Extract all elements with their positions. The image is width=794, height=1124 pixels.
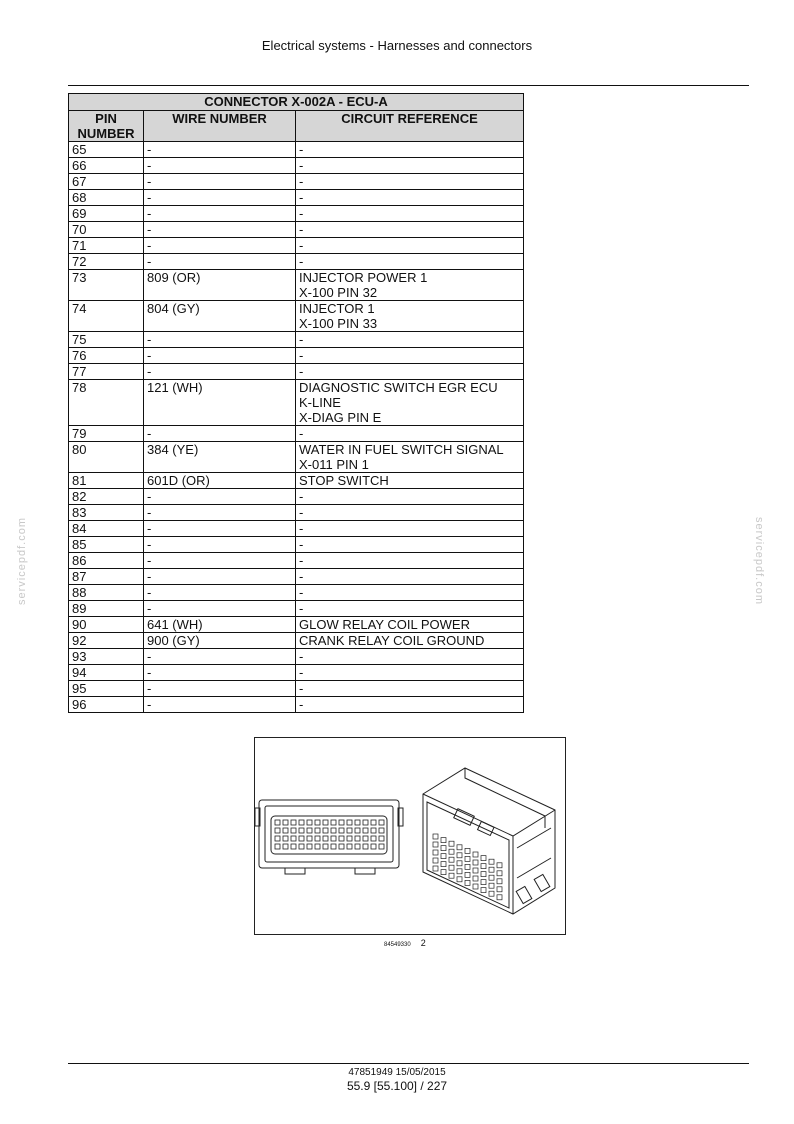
pin-socket — [307, 836, 312, 841]
pin-socket — [481, 872, 486, 877]
pin-socket — [441, 862, 446, 867]
pin-cell: 87 — [69, 569, 144, 585]
pin-socket — [497, 863, 502, 868]
pin-socket — [299, 820, 304, 825]
pin-socket — [489, 859, 494, 864]
pin-cell: 92 — [69, 633, 144, 649]
pin-cell: 76 — [69, 348, 144, 364]
pin-socket — [371, 844, 376, 849]
wire-cell: - — [144, 537, 296, 553]
watermark-right: servicepdf.com — [752, 517, 765, 605]
pin-cell: 86 — [69, 553, 144, 569]
wire-cell: 121 (WH) — [144, 380, 296, 426]
pin-socket — [473, 868, 478, 873]
wire-cell: - — [144, 222, 296, 238]
table-row — [69, 505, 524, 521]
wire-cell: - — [144, 553, 296, 569]
page-header: Electrical systems - Harnesses and connectors — [261, 38, 533, 53]
pin-socket — [489, 867, 494, 872]
pin-socket — [497, 895, 502, 900]
pin-socket — [433, 834, 438, 839]
pin-socket — [379, 844, 384, 849]
pin-socket — [449, 857, 454, 862]
pin-socket — [339, 836, 344, 841]
wire-cell: - — [144, 569, 296, 585]
pin-socket — [473, 852, 478, 857]
circuit-cell: - — [296, 649, 524, 665]
pin-socket — [363, 820, 368, 825]
pin-socket — [449, 865, 454, 870]
wire-cell: 900 (GY) — [144, 633, 296, 649]
pin-socket — [283, 820, 288, 825]
pin-socket — [441, 870, 446, 875]
pin-socket — [379, 836, 384, 841]
pin-cell: 89 — [69, 601, 144, 617]
pin-socket — [283, 836, 288, 841]
column-header-pin-number: PIN NUMBER — [69, 111, 144, 142]
table-row — [69, 238, 524, 254]
circuit-cell: - — [296, 426, 524, 442]
pin-socket — [489, 883, 494, 888]
circuit-cell: - — [296, 489, 524, 505]
circuit-cell: GLOW RELAY COIL POWER — [296, 617, 524, 633]
pin-socket — [489, 891, 494, 896]
table-row — [69, 158, 524, 174]
pin-socket — [339, 828, 344, 833]
table-row — [69, 426, 524, 442]
connector-illustration — [255, 738, 565, 934]
pin-cell: 65 — [69, 142, 144, 158]
table-row — [69, 665, 524, 681]
wire-cell: - — [144, 521, 296, 537]
circuit-cell: - — [296, 569, 524, 585]
pin-socket — [291, 828, 296, 833]
pin-cell: 77 — [69, 364, 144, 380]
pin-socket — [465, 864, 470, 869]
wire-cell: - — [144, 665, 296, 681]
circuit-cell: - — [296, 174, 524, 190]
footer-page-reference: 55.9 [55.100] / 227 — [346, 1079, 448, 1093]
column-header-circuit-reference: CIRCUIT REFERENCE — [296, 111, 524, 142]
pin-cell: 68 — [69, 190, 144, 206]
pin-cell: 67 — [69, 174, 144, 190]
circuit-cell: - — [296, 158, 524, 174]
pin-socket — [497, 879, 502, 884]
pin-socket — [339, 820, 344, 825]
pin-socket — [307, 820, 312, 825]
pin-socket — [457, 861, 462, 866]
table-row — [69, 489, 524, 505]
wire-cell: - — [144, 489, 296, 505]
table-row — [69, 569, 524, 585]
pin-cell: 75 — [69, 332, 144, 348]
pin-socket — [489, 875, 494, 880]
table-row — [69, 521, 524, 537]
pin-socket — [473, 876, 478, 881]
pin-socket — [449, 849, 454, 854]
table-row — [69, 301, 524, 332]
circuit-cell: - — [296, 364, 524, 380]
table-row — [69, 332, 524, 348]
pin-socket — [481, 864, 486, 869]
pin-socket — [315, 836, 320, 841]
pin-socket — [457, 853, 462, 858]
pin-cell: 94 — [69, 665, 144, 681]
circuit-cell: - — [296, 537, 524, 553]
figure-caption — [384, 938, 426, 948]
pin-socket — [347, 844, 352, 849]
pin-cell: 79 — [69, 426, 144, 442]
pin-socket — [355, 836, 360, 841]
pin-socket — [497, 887, 502, 892]
wire-cell: - — [144, 697, 296, 713]
circuit-cell: - — [296, 665, 524, 681]
pin-socket — [355, 844, 360, 849]
wire-cell: - — [144, 190, 296, 206]
wire-cell: - — [144, 364, 296, 380]
pin-socket — [497, 871, 502, 876]
wire-cell: - — [144, 426, 296, 442]
table-row — [69, 174, 524, 190]
circuit-cell: - — [296, 601, 524, 617]
wire-cell: 641 (WH) — [144, 617, 296, 633]
pin-socket — [307, 828, 312, 833]
pin-socket — [449, 873, 454, 878]
pin-cell: 80 — [69, 442, 144, 473]
pin-socket — [473, 884, 478, 889]
pin-socket — [275, 828, 280, 833]
pin-socket — [433, 858, 438, 863]
table-row — [69, 681, 524, 697]
pin-socket — [323, 844, 328, 849]
pin-socket — [481, 888, 486, 893]
pin-socket — [323, 820, 328, 825]
pin-socket — [275, 820, 280, 825]
pin-socket — [441, 854, 446, 859]
wire-cell: - — [144, 254, 296, 270]
circuit-cell: - — [296, 332, 524, 348]
wire-cell: 809 (OR) — [144, 270, 296, 301]
pin-socket — [363, 844, 368, 849]
table-row — [69, 142, 524, 158]
pin-socket — [465, 872, 470, 877]
watermark-left: servicepdf.com — [15, 517, 28, 605]
pin-cell: 66 — [69, 158, 144, 174]
pin-socket — [315, 820, 320, 825]
pin-socket — [433, 850, 438, 855]
column-header-wire-number: WIRE NUMBER — [144, 111, 296, 142]
circuit-cell: - — [296, 553, 524, 569]
table-row — [69, 553, 524, 569]
circuit-cell: - — [296, 190, 524, 206]
pin-socket — [283, 844, 288, 849]
wire-cell: - — [144, 585, 296, 601]
pin-socket — [283, 828, 288, 833]
pin-cell: 85 — [69, 537, 144, 553]
connector-figure — [254, 737, 566, 935]
pin-socket — [457, 869, 462, 874]
pin-socket — [323, 836, 328, 841]
pin-socket — [363, 828, 368, 833]
pin-socket — [481, 880, 486, 885]
pin-cell: 74 — [69, 301, 144, 332]
pin-socket — [275, 836, 280, 841]
table-row — [69, 190, 524, 206]
table-row — [69, 697, 524, 713]
pin-cell: 71 — [69, 238, 144, 254]
table-title: CONNECTOR X-002A - ECU-A — [69, 94, 524, 111]
circuit-cell: WATER IN FUEL SWITCH SIGNAL X-011 PIN 1 — [296, 442, 524, 473]
pin-socket — [441, 838, 446, 843]
pin-cell: 90 — [69, 617, 144, 633]
wire-cell: 384 (YE) — [144, 442, 296, 473]
circuit-cell: - — [296, 681, 524, 697]
pin-socket — [433, 842, 438, 847]
pin-socket — [371, 820, 376, 825]
circuit-cell: - — [296, 222, 524, 238]
pin-socket — [379, 820, 384, 825]
pin-socket — [291, 820, 296, 825]
wire-cell: - — [144, 601, 296, 617]
pin-socket — [355, 820, 360, 825]
pin-socket — [465, 856, 470, 861]
pin-cell: 73 — [69, 270, 144, 301]
footer-doc-code: 47851949 15/05/2015 — [348, 1067, 446, 1078]
pin-cell: 95 — [69, 681, 144, 697]
wire-cell: - — [144, 332, 296, 348]
wire-cell: - — [144, 505, 296, 521]
wire-cell: - — [144, 681, 296, 697]
pin-socket — [339, 844, 344, 849]
pin-socket — [371, 836, 376, 841]
wire-cell: - — [144, 158, 296, 174]
circuit-cell: - — [296, 521, 524, 537]
circuit-cell: INJECTOR 1 X-100 PIN 33 — [296, 301, 524, 332]
wire-cell: - — [144, 142, 296, 158]
table-row — [69, 222, 524, 238]
header-divider — [68, 85, 749, 86]
table-row — [69, 585, 524, 601]
pin-cell: 78 — [69, 380, 144, 426]
pin-cell: 88 — [69, 585, 144, 601]
wire-cell: - — [144, 174, 296, 190]
pin-socket — [275, 844, 280, 849]
pin-cell: 72 — [69, 254, 144, 270]
pin-socket — [457, 845, 462, 850]
table-row — [69, 617, 524, 633]
pin-cell: 69 — [69, 206, 144, 222]
pin-socket — [331, 844, 336, 849]
pin-cell: 83 — [69, 505, 144, 521]
circuit-cell: INJECTOR POWER 1 X-100 PIN 32 — [296, 270, 524, 301]
pin-socket — [379, 828, 384, 833]
pin-cell: 84 — [69, 521, 144, 537]
pin-socket — [291, 836, 296, 841]
pin-socket — [449, 841, 454, 846]
pin-socket — [299, 844, 304, 849]
table-row — [69, 364, 524, 380]
table-row — [69, 442, 524, 473]
circuit-cell: - — [296, 254, 524, 270]
pin-socket — [331, 828, 336, 833]
pin-socket — [465, 880, 470, 885]
circuit-cell: - — [296, 206, 524, 222]
table-row — [69, 633, 524, 649]
footer-divider — [68, 1063, 749, 1064]
pin-socket — [291, 844, 296, 849]
pin-socket — [315, 828, 320, 833]
wire-cell: - — [144, 649, 296, 665]
circuit-cell: - — [296, 585, 524, 601]
table-row — [69, 254, 524, 270]
connector-pin-table — [68, 93, 524, 713]
pin-socket — [315, 844, 320, 849]
pin-socket — [481, 856, 486, 861]
wire-cell: - — [144, 238, 296, 254]
wire-cell: 804 (GY) — [144, 301, 296, 332]
table-row — [69, 473, 524, 489]
circuit-cell: - — [296, 348, 524, 364]
circuit-cell: - — [296, 697, 524, 713]
pin-socket — [371, 828, 376, 833]
table-row — [69, 649, 524, 665]
pin-socket — [331, 836, 336, 841]
pin-socket — [441, 846, 446, 851]
table-row — [69, 601, 524, 617]
pin-socket — [355, 828, 360, 833]
pin-socket — [363, 836, 368, 841]
circuit-cell: - — [296, 142, 524, 158]
circuit-cell: - — [296, 238, 524, 254]
pin-cell: 82 — [69, 489, 144, 505]
pin-socket — [347, 820, 352, 825]
pin-socket — [433, 866, 438, 871]
wire-cell: - — [144, 206, 296, 222]
pin-cell: 81 — [69, 473, 144, 489]
circuit-cell: DIAGNOSTIC SWITCH EGR ECU K-LINE X-DIAG PIN E — [296, 380, 524, 426]
pin-cell: 70 — [69, 222, 144, 238]
table-row — [69, 348, 524, 364]
pin-socket — [307, 844, 312, 849]
wire-cell: - — [144, 348, 296, 364]
connector-iso-view — [423, 768, 555, 914]
pin-socket — [299, 828, 304, 833]
pin-cell: 96 — [69, 697, 144, 713]
table-row — [69, 270, 524, 301]
pin-socket — [299, 836, 304, 841]
table-row — [69, 380, 524, 426]
pin-socket — [331, 820, 336, 825]
pin-socket — [457, 877, 462, 882]
pin-socket — [347, 828, 352, 833]
table-row — [69, 537, 524, 553]
wire-cell: 601D (OR) — [144, 473, 296, 489]
circuit-cell: STOP SWITCH — [296, 473, 524, 489]
pin-socket — [473, 860, 478, 865]
circuit-cell: - — [296, 505, 524, 521]
table-body — [69, 142, 524, 713]
circuit-cell: CRANK RELAY COIL GROUND — [296, 633, 524, 649]
pin-socket — [465, 848, 470, 853]
table-row — [69, 206, 524, 222]
connector-front-view — [255, 800, 403, 874]
pin-cell: 93 — [69, 649, 144, 665]
pin-socket — [347, 836, 352, 841]
figure-number: 2 — [420, 938, 426, 948]
pin-socket — [323, 828, 328, 833]
figure-code: 84549330 — [384, 942, 411, 948]
